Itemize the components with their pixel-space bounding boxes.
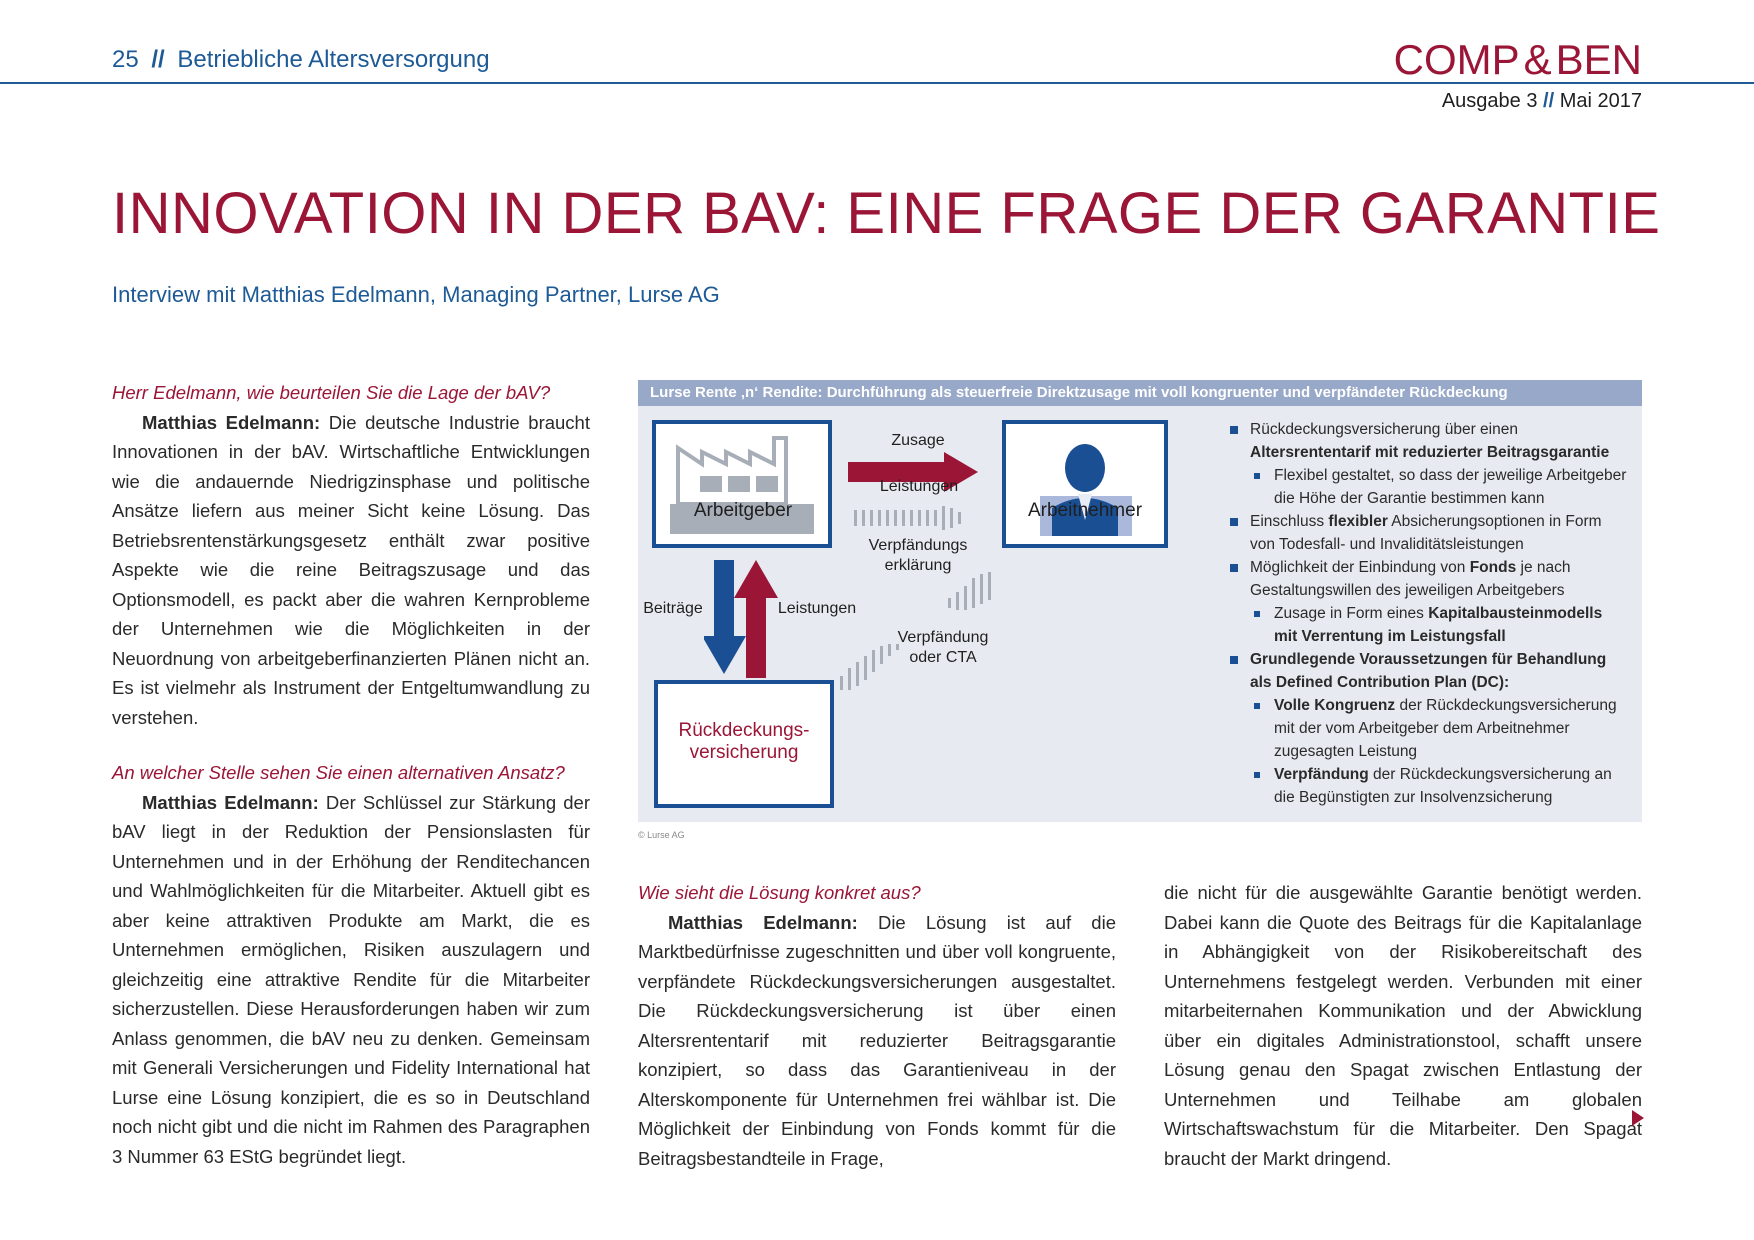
question-3: Wie sieht die Lösung konkret aus? xyxy=(638,882,921,903)
bullet-item xyxy=(1228,763,1628,809)
issue-separator: // xyxy=(1543,90,1555,112)
article-subtitle: Interview mit Matthias Edelmann, Managing Partner, Lurse AG xyxy=(112,282,720,307)
question-1: Herr Edelmann, wie beurteilen Sie die Lage der bAV? xyxy=(112,382,551,403)
bullet-bold-text: Kapitalbausteinmodells mit Verrentung im Leistungsfall xyxy=(1274,605,1603,645)
bullet-item xyxy=(1228,510,1628,556)
answer-2 xyxy=(112,788,590,1172)
bullet-item xyxy=(1228,694,1628,763)
feature-bullet-list xyxy=(1228,418,1628,809)
brand-logo xyxy=(1394,36,1642,84)
insurer-label-line1: Rückdeckungs- xyxy=(678,720,810,741)
answer-3-text: Die Lösung ist auf die Marktbedürfnisse zugeschnitten und über voll kongruente, verpfändete Rückdeckungsversicherungen ausgestaltet. Die Rückdeckungsversicherung ist über einen Altersrententarif mit reduzierter Beitragsgarantie konzipiert, so dass das Garantieniveau in der Alterskomponente für Unternehmen frei wählbar ist. Die Möglichkeit der Einbindung von Fonds kommt für die Beitragsbestandteile in Frage, xyxy=(638,911,1116,1169)
question-2: An welcher Stelle sehen Sie einen alternativen Ansatz? xyxy=(112,762,565,783)
figure-heading: Lurse Rente ‚n‘ Rendite: Durchführung als steuerfreie Direktzusage mit voll kongruenter und verpfändeter Rückdeckung xyxy=(638,380,1642,406)
brand-right: BEN xyxy=(1555,36,1642,83)
bullet-bold-text: Altersrententarif mit reduzierter Beitragsgarantie xyxy=(1250,444,1610,461)
factory-icon xyxy=(656,424,828,544)
bullet-bold-text: Grundlegende Voraussetzungen für Behandlung als Defined Contribution Plan (DC): xyxy=(1250,651,1607,691)
article-title: INNOVATION IN DER BAV: EINE FRAGE DER GARANTIE xyxy=(112,181,1661,246)
column-3 xyxy=(1164,878,1642,1173)
answer-3 xyxy=(638,908,1116,1174)
label-cta-line2: oder CTA xyxy=(909,649,977,666)
bullet-bold-text: Fonds xyxy=(1469,559,1517,576)
bullet-text-after: der Rückdeckungsversicherung mit der vom Arbeitgeber dem Arbeitnehmer zugesagten Leistung xyxy=(1274,697,1617,760)
bullet-text: Zusage in Form eines xyxy=(1274,605,1429,622)
employer-label: Arbeitgeber xyxy=(693,500,793,521)
bullet-bold-text: flexibler xyxy=(1328,513,1388,530)
bullet-text-after: der Rückdeckungsversicherung an die Begünstigten zur Insolvenzsicherung xyxy=(1274,766,1612,806)
bullet-text: Rückdeckungsversicherung über einen xyxy=(1250,421,1518,438)
brand-amp: & xyxy=(1523,36,1552,83)
answer-1-text: Die deutsche Industrie braucht Innovationen in der bAV. Wirtschaftliche Entwicklungen wie die andauernde Niedrigzinsphase und politische Ansätze liefern aus meiner Sicht keine Lösung. Das Betriebsrentenstärkungsgesetz enthält zwar positive Aspekte wie die reine Beitragszusage und das Optionsmodell, es packt aber die wahren Kernprobleme der Unternehmen wie die Möglichkeiten in der Neuordnung von arbeitgeberfinanzierten Plänen nicht an. Es ist vielmehr als Instrument der Entgeltumwandlung zu verstehen. xyxy=(112,411,590,728)
label-verpfaendung-cta xyxy=(888,628,998,668)
label-cta-line1: Verpfändung xyxy=(897,629,989,646)
bullet-item xyxy=(1228,648,1628,694)
vertical-arrows-icon xyxy=(704,560,790,678)
hatch-left-arrow-icon xyxy=(850,504,980,532)
figure-credit: © Lurse AG xyxy=(638,830,685,840)
insurer-label-line2: versicherung xyxy=(689,742,799,763)
speaker-name: Matthias Edelmann: xyxy=(668,911,858,933)
person-icon xyxy=(1006,424,1164,544)
bullet-bold-text: Volle Kongruenz xyxy=(1274,697,1396,714)
bullet-item xyxy=(1228,418,1628,464)
bullet-text: Möglichkeit der Einbindung von xyxy=(1250,559,1470,576)
column-2 xyxy=(638,878,1116,1173)
bullet-item xyxy=(1228,464,1628,510)
speaker-name: Matthias Edelmann: xyxy=(142,411,321,433)
brand-left: COMP xyxy=(1393,36,1520,83)
bullet-item xyxy=(1228,602,1628,648)
label-verpf-line2: erklärung xyxy=(884,557,952,574)
answer-1 xyxy=(112,408,590,733)
header-separator: // xyxy=(151,46,165,73)
bullet-text-after: je nach Gestaltungswillen des jeweiligen Arbeitgebers xyxy=(1250,559,1571,599)
issue-info xyxy=(1442,90,1642,113)
bullet-text: Einschluss xyxy=(1250,513,1329,530)
bullet-item xyxy=(1228,556,1628,602)
column-3-text: die nicht für die ausgewählte Garantie benötigt werden. Dabei kann die Quote des Beitrags für die Kapitalanlage in Abhängigkeit von der Risikobereitschaft des Unternehmens festgelegt werden. Verbunden mit einer mitarbeiternahen Kommunikation und der Abwicklung über ein digitales Administrationstool, schafft unsere Lösung genau den Spagat zwischen Entlastung der Unternehmen und Teilhabe am globalen Wirtschaftswachstum für die Mitarbeiter. Den Spagat braucht der Markt dringend. xyxy=(1164,882,1642,1169)
running-header xyxy=(112,46,490,74)
bullet-bold-text: Verpfändung xyxy=(1274,766,1369,783)
employer-box xyxy=(652,420,832,548)
label-beitraege: Beiträge xyxy=(643,600,703,617)
employee-box xyxy=(1002,420,1168,548)
label-zusage: Zusage xyxy=(891,432,945,449)
section-name: Betriebliche Altersversorgung xyxy=(177,46,490,73)
employee-label: Arbeitnehmer xyxy=(1027,500,1143,521)
continue-arrow-icon xyxy=(1632,1110,1644,1126)
label-verpf-line1: Verpfändungs xyxy=(868,537,968,554)
label-leistungen-left: Leistungen xyxy=(777,600,857,617)
bullet-text-after: Absicherungsoptionen in Form von Todesfall- und Invaliditätsleistungen xyxy=(1250,513,1602,553)
issue-date: Mai 2017 xyxy=(1559,90,1642,112)
diagram-figure xyxy=(638,380,1642,822)
bullet-text: Flexibel gestaltet, so dass der jeweilige Arbeitgeber die Höhe der Garantie bestimmen kann xyxy=(1274,467,1627,507)
page-number: 25 xyxy=(112,46,139,73)
answer-2-text: Der Schlüssel zur Stärkung der bAV liegt in der Reduktion der Pensionslasten für Unternehmen und in der Erhöhung der Renditechancen und Wahlmöglichkeiten für die Mitarbeiter. Aktuell gibt es aber keine attraktiven Produkte am Markt, die es Unternehmen ermöglichen, Risiken auszulagern und gleichzeitig eine attraktive Rendite für die Mitarbeiter sicherzustellen. Diese Herausforderungen haben wir zum Anlass genommen, die bAV neu zu denken. Gemeinsam mit Generali Versicherungen und Fidelity International hat Lurse eine Lösung konzipiert, die es so in Deutschland noch nicht gibt und die nicht im Rahmen des Paragraphen 3 Nummer 63 EStG begründet liegt. xyxy=(112,791,590,1167)
insurer-label xyxy=(654,720,834,764)
issue-number: Ausgabe 3 xyxy=(1441,90,1538,112)
speaker-name: Matthias Edelmann: xyxy=(142,791,319,813)
label-leistungen-top: Leistungen xyxy=(879,478,959,495)
column-1 xyxy=(112,378,590,1171)
